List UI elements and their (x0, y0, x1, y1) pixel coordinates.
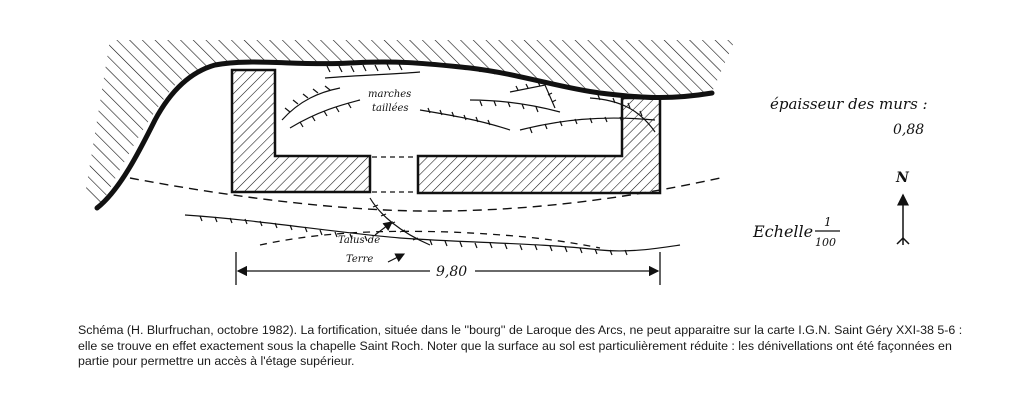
figure-caption: Schéma (H. Blurfruchan, octobre 1982). La fortification, située dans le ''bourg'' de Laroque des Arcs, ne peut apparaitre sur la carte I.G.N. Saint Géry XXI-38 5-6 : elle se trouve en effet exactement sous la chapelle Saint Roch. Noter que la surface au sol est particulièrement réduite : les dénivellations ont été façonnées en partie pour permettre un accès à l'étage supérieur. (78, 323, 963, 368)
scale-label: Echelle (753, 222, 814, 241)
embankment-hachures (185, 198, 680, 255)
dimension-value: 9,80 (436, 264, 468, 280)
north-arrow-icon (897, 195, 909, 245)
label-embankment-line2: Terre (346, 254, 374, 265)
scale-numerator: 1 (824, 215, 832, 229)
north-label: N (896, 170, 909, 186)
label-embankment-line1: Talus de (338, 235, 381, 246)
wall-thickness-label: épaisseur des murs : (770, 95, 928, 113)
wall-thickness-value: 0,88 (893, 122, 925, 138)
embankment-arrow-2 (388, 254, 404, 262)
embankment-arrow-1 (375, 222, 392, 235)
left-wall (232, 70, 370, 192)
label-stairs-line1: marches (368, 89, 412, 100)
label-stairs-line2: taillées (372, 103, 409, 114)
scale-denominator: 100 (815, 236, 836, 249)
right-wall (418, 98, 660, 193)
